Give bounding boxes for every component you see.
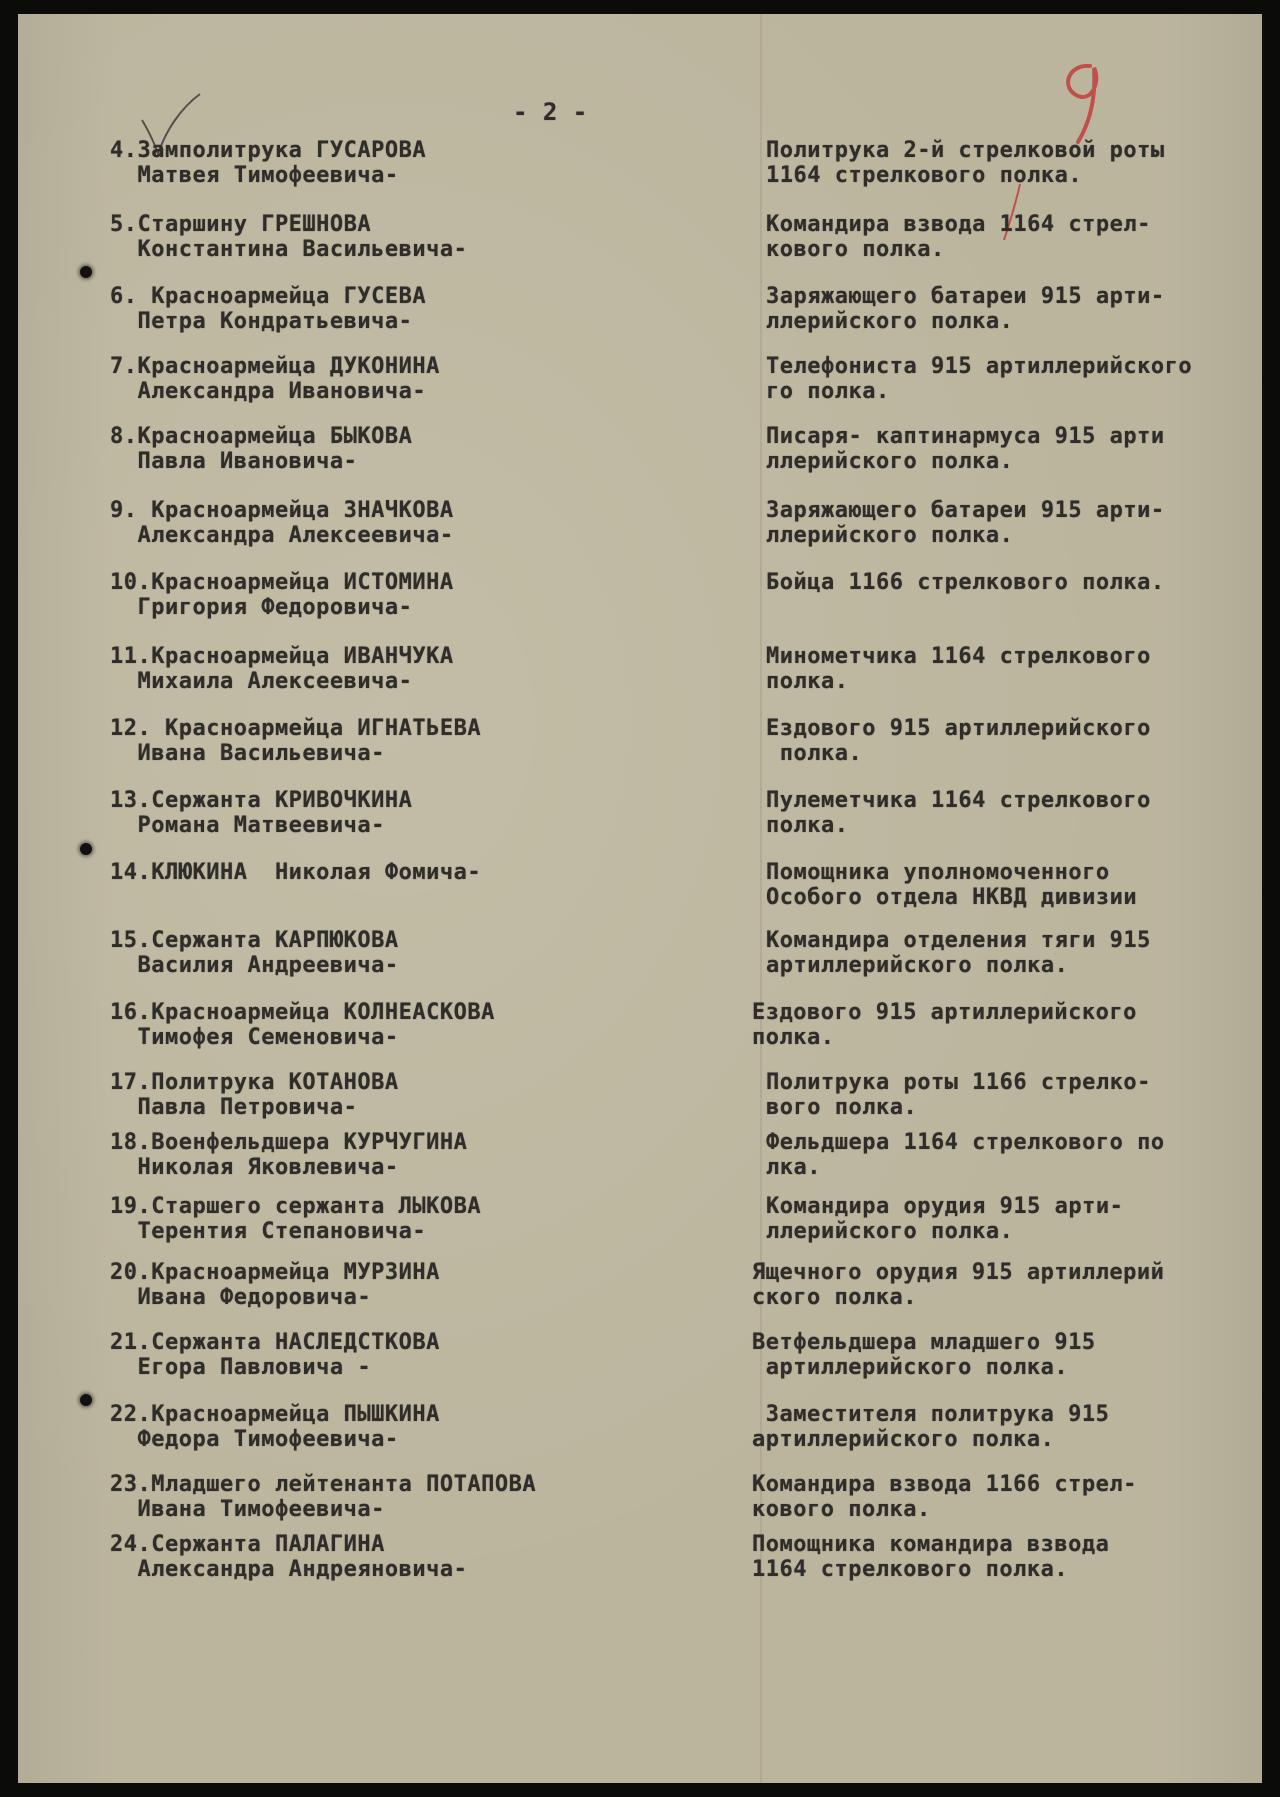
name-line: 8.Красноармейца БЫКОВА xyxy=(110,424,413,449)
awardee-position xyxy=(766,424,1165,474)
awardee-position xyxy=(766,1070,1151,1120)
position-line: полка. xyxy=(752,1025,835,1050)
name-line: 14.КЛЮКИНА Николая Фомича- xyxy=(110,860,482,885)
awardee-name xyxy=(110,424,412,474)
position-line: го полка. xyxy=(766,379,890,404)
position-line: Заместителя политрука 915 xyxy=(752,1402,1110,1427)
awardee-name xyxy=(110,1000,495,1050)
name-line: 12. Красноармейца ИГНАТЬЕВА xyxy=(110,716,482,741)
name-line: 5.Старшину ГРЕШНОВА xyxy=(110,212,372,237)
awardee-name xyxy=(110,498,454,548)
position-line: вого полка. xyxy=(766,1095,918,1120)
position-line: ллерийского полка. xyxy=(766,309,1014,334)
position-line: Ящечного орудия 915 артиллерий xyxy=(752,1260,1165,1285)
awardee-name xyxy=(110,860,481,885)
awardee-position xyxy=(752,1330,1096,1380)
awardee-name xyxy=(110,212,467,262)
name-line: Егора Павловича - xyxy=(110,1355,372,1380)
name-line: Павла Петровича- xyxy=(110,1095,358,1120)
awardee-position xyxy=(766,788,1151,838)
page-number: - 2 - xyxy=(513,98,588,126)
pencil-annotation xyxy=(1038,58,1118,148)
position-line: Писаря- каптинармуса 915 арти xyxy=(766,424,1165,449)
awardee-position xyxy=(766,354,1192,404)
name-line: 22.Красноармейца ПЫШКИНА xyxy=(110,1402,440,1427)
awardee-name xyxy=(110,354,440,404)
awardee-position xyxy=(766,1130,1165,1180)
position-line: артиллерийского полка. xyxy=(752,1355,1069,1380)
position-line: 1164 стрелкового полка. xyxy=(752,1557,1069,1582)
awardee-name xyxy=(110,1130,467,1180)
name-line: Александра Андреяновича- xyxy=(110,1557,468,1582)
awardee-position xyxy=(766,570,1165,595)
name-line: Павла Ивановича- xyxy=(110,449,358,474)
position-line: Фельдшера 1164 стрелкового по xyxy=(766,1130,1165,1155)
awardee-name xyxy=(110,570,454,620)
awardee-name xyxy=(110,928,399,978)
position-line: полка. xyxy=(766,741,863,766)
position-line: Политрука 2-й стрелковой роты xyxy=(766,138,1165,163)
awardee-position xyxy=(766,644,1151,694)
awardee-position xyxy=(766,138,1165,188)
awardee-name xyxy=(110,1532,467,1582)
name-line: 10.Красноармейца ИСТОМИНА xyxy=(110,570,454,595)
awardee-position xyxy=(752,1472,1137,1522)
awardee-position xyxy=(766,860,1137,910)
position-line: ского полка. xyxy=(752,1285,917,1310)
name-line: 24.Сержанта ПАЛАГИНА xyxy=(110,1532,385,1557)
name-line: 6. Красноармейца ГУСЕВА xyxy=(110,284,427,309)
awardee-name xyxy=(110,1194,481,1244)
position-line: ллерийского полка. xyxy=(766,1219,1014,1244)
awardee-position xyxy=(766,1194,1123,1244)
name-line: Григория Федоровича- xyxy=(110,595,413,620)
position-line: Ездового 915 артиллерийского xyxy=(752,1000,1137,1025)
name-line: Федора Тимофеевича- xyxy=(110,1427,399,1452)
name-line: Матвея Тимофеевича- xyxy=(110,163,399,188)
position-line: артиллерийского полка. xyxy=(752,1427,1055,1452)
name-line: 21.Сержанта НАСЛЕДСТКОВА xyxy=(110,1330,440,1355)
name-line: Терентия Степановича- xyxy=(110,1219,427,1244)
position-line: Ездового 915 артиллерийского xyxy=(766,716,1151,741)
awardee-position xyxy=(766,212,1151,262)
name-line: 7.Красноармейца ДУКОНИНА xyxy=(110,354,440,379)
position-line: артиллерийского полка. xyxy=(766,953,1069,978)
name-line: 11.Красноармейца ИВАНЧУКА xyxy=(110,644,454,669)
name-line: Александра Алексеевича- xyxy=(110,523,454,548)
position-line: Бойца 1166 стрелкового полка. xyxy=(766,570,1165,595)
awardee-position xyxy=(752,1000,1137,1050)
position-line: Командира отделения тяги 915 xyxy=(766,928,1151,953)
awardee-name xyxy=(110,1260,440,1310)
name-line: 20.Красноармейца МУРЗИНА xyxy=(110,1260,440,1285)
name-line: 17.Политрука КОТАНОВА xyxy=(110,1070,399,1095)
name-line: 9. Красноармейца ЗНАЧКОВА xyxy=(110,498,454,523)
name-line: Ивана Тимофеевича- xyxy=(110,1497,385,1522)
position-line: Помощника уполномоченного xyxy=(766,860,1110,885)
awardee-position xyxy=(752,1260,1164,1310)
position-line: Пулеметчика 1164 стрелкового xyxy=(766,788,1151,813)
name-line: 15.Сержанта КАРПЮКОВА xyxy=(110,928,399,953)
awardee-position xyxy=(752,1402,1109,1452)
name-line: 18.Военфельдшера КУРЧУГИНА xyxy=(110,1130,468,1155)
awardee-position xyxy=(766,498,1165,548)
name-line: Ивана Васильевича- xyxy=(110,741,385,766)
position-line: Политрука роты 1166 стрелко- xyxy=(766,1070,1151,1095)
position-line: Заряжающего батареи 915 арти- xyxy=(766,284,1165,309)
position-line: Командира орудия 915 арти- xyxy=(766,1194,1124,1219)
position-line: Помощника командира взвода xyxy=(752,1532,1110,1557)
awardee-name xyxy=(110,1472,536,1522)
position-line: ллерийского полка. xyxy=(766,523,1014,548)
position-line: Командира взвода 1166 стрел- xyxy=(752,1472,1137,1497)
awardee-name xyxy=(110,1402,440,1452)
punch-hole xyxy=(80,266,92,278)
position-line: кового полка. xyxy=(766,237,945,262)
awardee-name xyxy=(110,788,412,838)
name-line: Константина Васильевича- xyxy=(110,237,468,262)
name-line: 13.Сержанта КРИВОЧКИНА xyxy=(110,788,413,813)
awardee-name xyxy=(110,284,426,334)
name-line: Петра Кондратьевича- xyxy=(110,309,413,334)
punch-hole xyxy=(80,843,92,855)
name-line: 4.Замполитрука ГУСАРОВА xyxy=(110,138,427,163)
position-line: Командира взвода 1164 стрел- xyxy=(766,212,1151,237)
position-line: кового полка. xyxy=(752,1497,931,1522)
name-line: 23.Младшего лейтенанта ПОТАПОВА xyxy=(110,1472,537,1497)
position-line: 1164 стрелкового полка. xyxy=(766,163,1083,188)
name-line: Николая Яковлевича- xyxy=(110,1155,399,1180)
punch-hole xyxy=(80,1394,92,1406)
name-line: Михаила Алексеевича- xyxy=(110,669,413,694)
awardee-position xyxy=(766,716,1151,766)
position-line: Особого отдела НКВД дивизии xyxy=(766,885,1138,910)
awardee-name xyxy=(110,716,481,766)
awardee-name xyxy=(110,1330,440,1380)
name-line: Романа Матвеевича- xyxy=(110,813,385,838)
awardee-position xyxy=(766,928,1151,978)
position-line: полка. xyxy=(766,669,849,694)
position-line: Минометчика 1164 стрелкового xyxy=(766,644,1151,669)
awardee-position xyxy=(766,284,1165,334)
name-line: Тимофея Семеновича- xyxy=(110,1025,399,1050)
name-line: 16.Красноармейца КОЛНЕАСКОВА xyxy=(110,1000,495,1025)
name-line: 19.Старшего сержанта ЛЫКОВА xyxy=(110,1194,482,1219)
document-page xyxy=(18,14,1262,1783)
awardee-name xyxy=(110,644,454,694)
position-line: ллерийского полка. xyxy=(766,449,1014,474)
position-line: полка. xyxy=(766,813,849,838)
position-line: Телефониста 915 артиллерийского xyxy=(766,354,1193,379)
name-line: Василия Андреевича- xyxy=(110,953,399,978)
position-line: лка. xyxy=(766,1155,821,1180)
awardee-name xyxy=(110,138,426,188)
name-line: Александра Ивановича- xyxy=(110,379,427,404)
position-line: Заряжающего батареи 915 арти- xyxy=(766,498,1165,523)
name-line: Ивана Федоровича- xyxy=(110,1285,372,1310)
awardee-name xyxy=(110,1070,399,1120)
position-line: Ветфельдшера младшего 915 xyxy=(752,1330,1096,1355)
awardee-position xyxy=(752,1532,1109,1582)
